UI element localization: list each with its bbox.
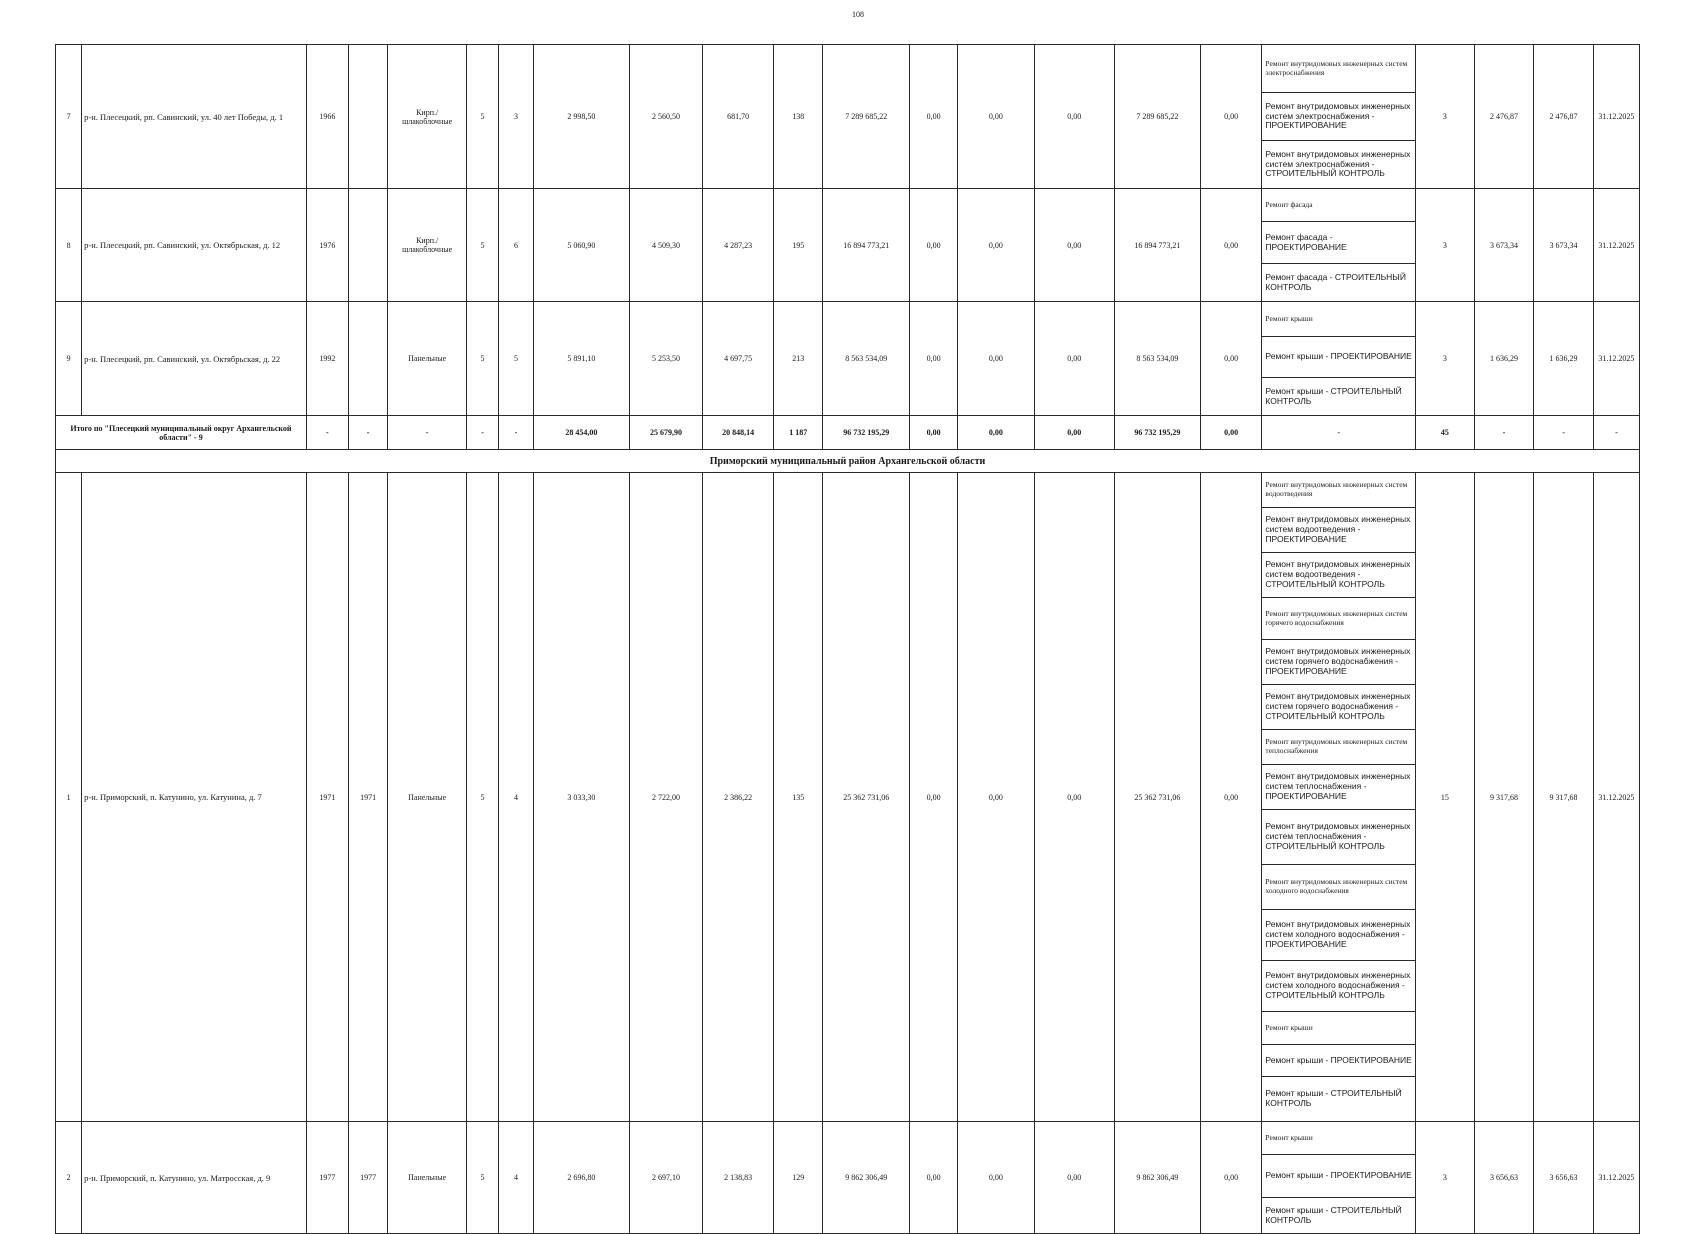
fund-1-cell: 0,00 — [910, 189, 958, 302]
residents-cell: 213 — [774, 302, 823, 416]
work-item: Ремонт внутридомовых инженерных систем холодного водоснабжения — [1262, 865, 1415, 910]
fund-4-cell: 7 289 685,22 — [1115, 45, 1201, 189]
work-item: Ремонт внутридомовых инженерных систем теплоснабжения - ПРОЕКТИРОВАНИЕ — [1262, 765, 1415, 810]
wall-material-cell: Кирп./ шлакоблочные — [388, 45, 466, 189]
work-item: Ремонт фасада - ПРОЕКТИРОВАНИЕ — [1262, 222, 1415, 264]
table-row — [56, 302, 1640, 416]
work-item: Ремонт крыши - СТРОИТЕЛЬНЫЙ КОНТРОЛЬ — [1265, 1204, 1402, 1225]
unit-cost-max-cell: 2 476,87 — [1534, 45, 1594, 189]
deadline-cell: 31.12.2025 — [1593, 1122, 1639, 1234]
area-a-cell: 5 253,50 — [629, 302, 702, 416]
total-works-count: 45 — [1416, 416, 1475, 450]
fund-2-cell: 0,00 — [958, 473, 1034, 1122]
fund-4-cell: 8 563 534,09 — [1115, 302, 1201, 416]
work-item: Ремонт внутридомовых инженерных систем электроснабжения - СТРОИТЕЛЬНЫЙ КОНТРОЛЬ — [1265, 148, 1411, 179]
work-item: Ремонт внутридомовых инженерных систем холодного водоснабжения - ПРОЕКТИРОВАНИЕ — [1262, 910, 1415, 961]
fund-5-cell: 0,00 — [1200, 302, 1262, 416]
fund-2-cell: 0,00 — [958, 189, 1034, 302]
cost-total-cell: 8 563 534,09 — [823, 302, 910, 416]
total-fund-5: 0,00 — [1200, 416, 1262, 450]
work-item: Ремонт крыши — [1262, 302, 1415, 337]
entrances-cell: 4 — [499, 473, 534, 1122]
wall-material-cell: Панельные — [388, 473, 466, 1122]
cost-total-cell: 9 862 306,49 — [823, 1122, 910, 1234]
works-cell — [1262, 1122, 1416, 1234]
work-item: Ремонт внутридомовых инженерных систем водоотведения - ПРОЕКТИРОВАНИЕ — [1262, 508, 1415, 553]
unit-cost-max-cell: 9 317,68 — [1534, 473, 1594, 1122]
area-b-cell: 2 138,83 — [703, 1122, 774, 1234]
year-built-cell: 1976 — [306, 189, 348, 302]
work-item: Ремонт внутридомовых инженерных систем теплоснабжения - СТРОИТЕЛЬНЫЙ КОНТРОЛЬ — [1262, 810, 1415, 865]
total-fund-2: 0,00 — [958, 416, 1034, 450]
total-fund-3: 0,00 — [1034, 416, 1115, 450]
year-built-cell: 1966 — [306, 45, 348, 189]
deadline-cell: 31.12.2025 — [1593, 302, 1639, 416]
fund-1-cell: 0,00 — [910, 45, 958, 189]
work-item: Ремонт крыши - ПРОЕКТИРОВАНИЕ — [1262, 1045, 1415, 1077]
total-fund-4: 96 732 195,29 — [1115, 416, 1201, 450]
residents-cell: 129 — [774, 1122, 823, 1234]
area-a-cell: 2 722,00 — [629, 473, 702, 1122]
total-dash: - — [1593, 416, 1639, 450]
floors-cell: 5 — [466, 45, 498, 189]
unit-cost-max-cell: 1 636,29 — [1534, 302, 1594, 416]
unit-cost-max-cell: 3 673,34 — [1534, 189, 1594, 302]
total-residents: 1 187 — [774, 416, 823, 450]
works-cell — [1262, 302, 1416, 416]
total-area-a: 25 679,90 — [629, 416, 702, 450]
section-title: Приморский муниципальный район Архангельской области — [56, 450, 1640, 473]
works-cell — [1262, 189, 1416, 302]
table-row — [56, 1122, 1640, 1234]
area-total-cell: 2 696,80 — [533, 1122, 629, 1234]
row-number: 1 — [56, 473, 82, 1122]
total-dash: - — [466, 416, 498, 450]
unit-cost-cell: 3 673,34 — [1474, 189, 1534, 302]
fund-1-cell: 0,00 — [910, 302, 958, 416]
work-item: Ремонт крыши - ПРОЕКТИРОВАНИЕ — [1262, 337, 1415, 378]
year-built-cell: 1992 — [306, 302, 348, 416]
table-row — [56, 473, 1640, 1122]
work-item: Ремонт внутридомовых инженерных систем теплоснабжения — [1262, 730, 1415, 765]
works-count-cell: 3 — [1416, 302, 1475, 416]
work-item: Ремонт фасада — [1262, 189, 1415, 222]
floors-cell: 5 — [466, 189, 498, 302]
wall-material-cell: Панельные — [388, 1122, 466, 1234]
fund-5-cell: 0,00 — [1200, 1122, 1262, 1234]
year-reconstruction-cell: 1977 — [348, 1122, 388, 1234]
fund-3-cell: 0,00 — [1034, 189, 1115, 302]
area-total-cell: 5 060,90 — [533, 189, 629, 302]
work-item: Ремонт внутридомовых инженерных систем горячего водоснабжения - СТРОИТЕЛЬНЫЙ КОНТРОЛЬ — [1262, 685, 1415, 730]
year-reconstruction-cell: 1971 — [348, 473, 388, 1122]
total-dash: - — [1534, 416, 1594, 450]
work-item: Ремонт внутридомовых инженерных систем водоотведения - СТРОИТЕЛЬНЫЙ КОНТРОЛЬ — [1262, 553, 1415, 598]
residents-cell: 138 — [774, 45, 823, 189]
year-reconstruction-cell — [348, 189, 388, 302]
cost-total-cell: 25 362 731,06 — [823, 473, 910, 1122]
work-item: Ремонт крыши — [1262, 1122, 1415, 1155]
address-cell: р-н. Плесецкий, рп. Савинский, ул. Октябрьская, д. 12 — [82, 189, 307, 302]
area-total-cell: 3 033,30 — [533, 473, 629, 1122]
total-label: Итого по "Плесецкий муниципальный округ Архангельской области" - 9 — [56, 416, 307, 450]
residents-cell: 135 — [774, 473, 823, 1122]
works-cell — [1262, 45, 1416, 189]
total-area-total: 28 454,00 — [533, 416, 629, 450]
work-item: Ремонт крыши - СТРОИТЕЛЬНЫЙ КОНТРОЛЬ — [1265, 385, 1402, 406]
total-works: - — [1262, 416, 1416, 450]
total-dash: - — [1474, 416, 1534, 450]
address-cell: р-н. Приморский, п. Катунино, ул. Матросская, д. 9 — [82, 1122, 307, 1234]
entrances-cell: 5 — [499, 302, 534, 416]
fund-4-cell: 9 862 306,49 — [1115, 1122, 1201, 1234]
works-cell — [1262, 473, 1416, 1122]
total-fund-1: 0,00 — [910, 416, 958, 450]
cost-total-cell: 16 894 773,21 — [823, 189, 910, 302]
work-item: Ремонт внутридомовых инженерных систем электроснабжения - ПРОЕКТИРОВАНИЕ — [1262, 93, 1415, 141]
table-row — [56, 45, 1640, 189]
wall-material-cell: Панельные — [388, 302, 466, 416]
area-a-cell: 2 560,50 — [629, 45, 702, 189]
works-count-cell: 3 — [1416, 189, 1475, 302]
area-b-cell: 2 386,22 — [703, 473, 774, 1122]
total-dash: - — [348, 416, 388, 450]
section-header-row — [56, 450, 1640, 473]
address-cell: р-н. Плесецкий, рп. Савинский, ул. Октябрьская, д. 22 — [82, 302, 307, 416]
area-b-cell: 4 287,23 — [703, 189, 774, 302]
total-dash: - — [499, 416, 534, 450]
total-row — [56, 416, 1640, 450]
row-number: 2 — [56, 1122, 82, 1234]
works-count-cell: 3 — [1416, 45, 1475, 189]
residents-cell: 195 — [774, 189, 823, 302]
fund-2-cell: 0,00 — [958, 1122, 1034, 1234]
year-reconstruction-cell — [348, 302, 388, 416]
work-item: Ремонт внутридомовых инженерных систем холодного водоснабжения - СТРОИТЕЛЬНЫЙ КОНТРОЛЬ — [1262, 961, 1415, 1012]
fund-3-cell: 0,00 — [1034, 45, 1115, 189]
fund-1-cell: 0,00 — [910, 473, 958, 1122]
fund-4-cell: 16 894 773,21 — [1115, 189, 1201, 302]
works-count-cell: 3 — [1416, 1122, 1475, 1234]
total-dash: - — [388, 416, 466, 450]
work-item: Ремонт крыши - ПРОЕКТИРОВАНИЕ — [1262, 1155, 1415, 1198]
entrances-cell: 6 — [499, 189, 534, 302]
area-a-cell: 2 697,10 — [629, 1122, 702, 1234]
row-number: 8 — [56, 189, 82, 302]
floors-cell: 5 — [466, 1122, 498, 1234]
deadline-cell: 31.12.2025 — [1593, 189, 1639, 302]
fund-3-cell: 0,00 — [1034, 473, 1115, 1122]
year-built-cell: 1977 — [306, 1122, 348, 1234]
work-item: Ремонт внутридомовых инженерных систем водоотведения — [1262, 473, 1415, 508]
year-built-cell: 1971 — [306, 473, 348, 1122]
wall-material-cell: Кирп./ шлакоблочные — [388, 189, 466, 302]
cost-total-cell: 7 289 685,22 — [823, 45, 910, 189]
year-reconstruction-cell — [348, 45, 388, 189]
fund-5-cell: 0,00 — [1200, 189, 1262, 302]
table-row — [56, 189, 1640, 302]
area-a-cell: 4 509,30 — [629, 189, 702, 302]
works-count-cell: 15 — [1416, 473, 1475, 1122]
floors-cell: 5 — [466, 473, 498, 1122]
fund-5-cell: 0,00 — [1200, 45, 1262, 189]
work-item: Ремонт внутридомовых инженерных систем горячего водоснабжения - ПРОЕКТИРОВАНИЕ — [1262, 640, 1415, 685]
unit-cost-cell: 9 317,68 — [1474, 473, 1534, 1122]
address-cell: р-н. Плесецкий, рп. Савинский, ул. 40 лет Победы, д. 1 — [82, 45, 307, 189]
row-number: 9 — [56, 302, 82, 416]
total-dash: - — [306, 416, 348, 450]
fund-5-cell: 0,00 — [1200, 473, 1262, 1122]
entrances-cell: 3 — [499, 45, 534, 189]
row-number: 7 — [56, 45, 82, 189]
area-b-cell: 4 697,75 — [703, 302, 774, 416]
capital-repair-table — [55, 44, 1640, 1234]
fund-2-cell: 0,00 — [958, 45, 1034, 189]
unit-cost-cell: 3 656,63 — [1474, 1122, 1534, 1234]
fund-2-cell: 0,00 — [958, 302, 1034, 416]
unit-cost-cell: 2 476,87 — [1474, 45, 1534, 189]
work-item: Ремонт фасада - СТРОИТЕЛЬНЫЙ КОНТРОЛЬ — [1265, 271, 1406, 292]
deadline-cell: 31.12.2025 — [1593, 473, 1639, 1122]
unit-cost-cell: 1 636,29 — [1474, 302, 1534, 416]
floors-cell: 5 — [466, 302, 498, 416]
entrances-cell: 4 — [499, 1122, 534, 1234]
work-item: Ремонт крыши - СТРОИТЕЛЬНЫЙ КОНТРОЛЬ — [1265, 1088, 1402, 1108]
work-item: Ремонт внутридомовых инженерных систем горячего водоснабжения — [1262, 598, 1415, 640]
unit-cost-max-cell: 3 656,63 — [1534, 1122, 1594, 1234]
total-cost: 96 732 195,29 — [823, 416, 910, 450]
page-number: 108 — [852, 10, 864, 19]
address-cell: р-н. Приморский, п. Катунино, ул. Катунина, д. 7 — [82, 473, 307, 1122]
fund-3-cell: 0,00 — [1034, 302, 1115, 416]
fund-4-cell: 25 362 731,06 — [1115, 473, 1201, 1122]
fund-1-cell: 0,00 — [910, 1122, 958, 1234]
fund-3-cell: 0,00 — [1034, 1122, 1115, 1234]
area-total-cell: 2 998,50 — [533, 45, 629, 189]
work-item: Ремонт крыши — [1262, 1012, 1415, 1045]
total-area-b: 20 848,14 — [703, 416, 774, 450]
work-item: Ремонт внутридомовых инженерных систем электроснабжения — [1262, 45, 1415, 93]
deadline-cell: 31.12.2025 — [1593, 45, 1639, 189]
area-b-cell: 681,70 — [703, 45, 774, 189]
area-total-cell: 5 891,10 — [533, 302, 629, 416]
